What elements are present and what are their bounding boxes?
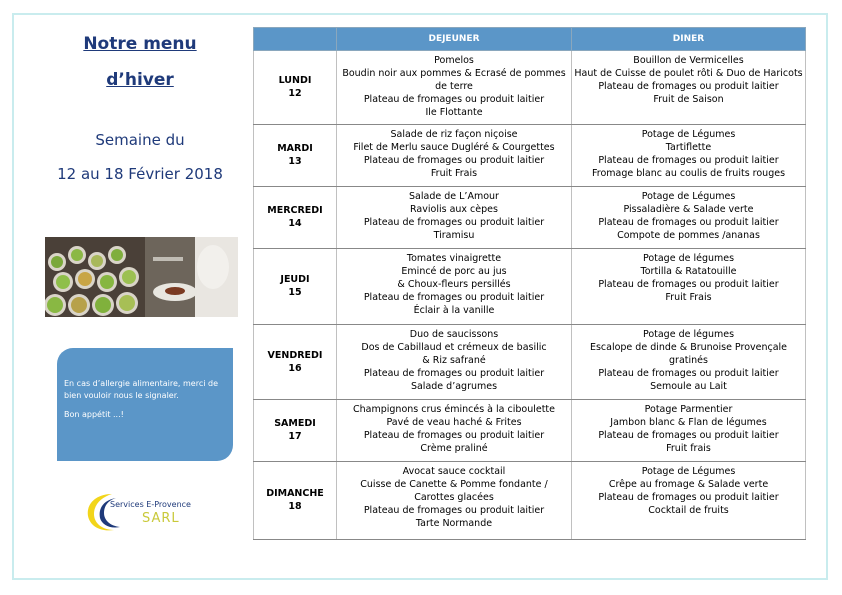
day-name: MERCREDI (267, 205, 323, 216)
week-label: Semaine du (95, 131, 185, 149)
lunch-dish: Cuisse de Canette & Pomme fondante / Carottes glacées (360, 479, 548, 503)
dinner-dish: Potage de légumes (642, 253, 735, 264)
day-name: DIMANCHE (266, 488, 324, 499)
dinner-cell (572, 187, 806, 249)
logo-sarl: SARL (142, 511, 180, 526)
day-cell (254, 187, 337, 249)
dinner-dish: Escalope de dinde & Brunoise Provençale gratinés (589, 342, 788, 366)
dinner-cell (572, 325, 806, 400)
dinner-dish: Crêpe au fromage & Salade verte (608, 479, 769, 490)
dinner-dish: Tortilla & Ratatouille (640, 266, 737, 277)
lunch-dish: Plateau de fromages ou produit laitier (363, 430, 545, 441)
dinner-dish: Pissaladière & Salade verte (623, 204, 754, 215)
header-dinner: DINER (572, 28, 806, 51)
table-row (254, 325, 806, 400)
menu-title-season: d’hiver (106, 70, 174, 90)
dinner-dish: Cocktail de fruits (648, 505, 729, 516)
dinner-dish: Fruit de Saison (653, 94, 724, 105)
lunch-dish: Plateau de fromages ou produit laitier (363, 368, 545, 379)
day-date: 13 (288, 156, 302, 167)
dinner-dish: Plateau de fromages ou produit laitier (598, 368, 779, 379)
day-cell (254, 462, 337, 540)
dinner-dish: Plateau de fromages ou produit laitier (598, 81, 779, 92)
lunch-dish: Ile Flottante (425, 107, 483, 118)
day-date: 16 (288, 362, 302, 374)
lunch-dish: Boudin noir aux pommes & Ecrasé de pommes de terre (342, 68, 566, 92)
lunch-cell (337, 462, 572, 540)
dinner-dish: Plateau de fromages ou produit laitier (598, 492, 779, 503)
dinner-dish: Potage de Légumes (641, 466, 736, 477)
weekly-menu-table (253, 27, 806, 540)
lunch-dish: Dos de Cabillaud et crémeux de basilic (361, 342, 547, 353)
lunch-dish: Pomelos (434, 55, 474, 66)
dinner-dish: Plateau de fromages ou produit laitier (598, 217, 779, 228)
table-row (254, 249, 806, 325)
lunch-dish: Salade de L’Amour (409, 191, 499, 202)
dinner-dish: Haut de Cuisse de poulet rôti & Duo de Haricots (574, 68, 803, 79)
lunch-dish: Fruit Frais (430, 168, 478, 179)
day-name: LUNDI (278, 75, 312, 86)
table-body (254, 51, 806, 540)
lunch-dish: & Choux-fleurs persillés (397, 279, 511, 290)
table-row (254, 51, 806, 125)
table-row (254, 462, 806, 540)
lunch-cell (337, 187, 572, 249)
lunch-dish: Pavé de veau haché & Frites (386, 417, 522, 428)
dinner-dish: Plateau de fromages ou produit laitier (598, 430, 779, 441)
lunch-dish: Crème praliné (420, 443, 488, 454)
lunch-dish: Salade de riz façon niçoise (390, 129, 518, 140)
lunch-dish: Plateau de fromages ou produit laitier (363, 94, 545, 105)
table-row (254, 400, 806, 462)
table-row (254, 187, 806, 249)
day-name: MARDI (277, 143, 313, 154)
lunch-dish: Duo de saucissons (409, 329, 499, 340)
lunch-cell (337, 125, 572, 187)
dinner-dish: Tartiflette (665, 142, 712, 153)
dinner-cell (572, 462, 806, 540)
menu-title: Notre menu (83, 34, 197, 54)
greeting-text: Bon appétit ...! (64, 410, 124, 419)
day-date: 15 (288, 287, 302, 298)
lunch-dish: Plateau de fromages ou produit laitier (363, 292, 545, 303)
dinner-dish: Bouillon de Vermicelles (633, 55, 744, 66)
lunch-dish: Filet de Merlu sauce Dugléré & Courgettes (353, 142, 555, 153)
company-logo (84, 490, 204, 534)
lunch-dish: Raviolis aux cèpes (410, 204, 498, 215)
lunch-cell (337, 51, 572, 125)
day-date: 17 (288, 431, 302, 442)
header-lunch: DEJEUNER (337, 28, 572, 51)
allergy-text: En cas d’allergie alimentaire, merci de bien vouloir nous le signaler. (64, 379, 218, 400)
dinner-dish: Fruit Frais (665, 292, 712, 303)
dinner-dish: Jambon blanc & Flan de légumes (610, 417, 767, 428)
lunch-dish: Plateau de fromages ou produit laitier (363, 155, 545, 166)
day-name: SAMEDI (274, 418, 316, 429)
lunch-cell (337, 249, 572, 325)
dinner-dish: Potage de Légumes (641, 191, 736, 202)
lunch-dish: Plateau de fromages ou produit laitier (363, 217, 545, 228)
day-cell (254, 51, 337, 125)
day-cell (254, 249, 337, 325)
dinner-dish: Potage de Légumes (641, 129, 736, 140)
dinner-dish: Plateau de fromages ou produit laitier (598, 155, 779, 166)
day-name: JEUDI (280, 274, 310, 285)
lunch-cell (337, 400, 572, 462)
lunch-cell (337, 325, 572, 400)
lunch-dish: Plateau de fromages ou produit laitier (363, 505, 545, 516)
table-row (254, 125, 806, 187)
dinner-dish: Potage de légumes (642, 329, 735, 340)
dinner-dish: Fruit frais (666, 443, 711, 454)
lunch-dish: Avocat sauce cocktail (402, 466, 506, 477)
day-cell (254, 125, 337, 187)
day-name: VENDREDI (267, 349, 323, 361)
day-date: 12 (288, 88, 302, 99)
table-header-row (254, 28, 806, 51)
day-date: 14 (288, 218, 302, 229)
dinner-cell (572, 51, 806, 125)
day-cell (254, 400, 337, 462)
crescent-logo-icon (84, 490, 124, 534)
day-cell (254, 325, 337, 400)
lunch-dish: Éclair à la vanille (413, 305, 495, 316)
dinner-cell (572, 400, 806, 462)
day-date: 18 (288, 501, 302, 512)
dinner-cell (572, 125, 806, 187)
dinner-dish: Plateau de fromages ou produit laitier (598, 279, 779, 290)
lunch-dish: Tarte Normande (415, 518, 493, 529)
dinner-cell (572, 249, 806, 325)
allergy-notice (57, 348, 233, 461)
dinner-dish: Fromage blanc au coulis de fruits rouges (591, 168, 786, 179)
dinner-dish: Potage Parmentier (644, 404, 733, 415)
kitchen-photo (45, 237, 238, 317)
dinner-dish: Semoule au Lait (650, 381, 727, 392)
lunch-dish: Champignons crus émincés à la ciboulette (353, 404, 555, 415)
dinner-dish: Compote de pommes /ananas (617, 230, 760, 241)
lunch-dish: Salade d’agrumes (410, 381, 498, 392)
lunch-dish: Tiramisu (433, 230, 475, 241)
lunch-dish: & Riz safrané (422, 355, 486, 366)
header-day (254, 28, 337, 51)
logo-company-name: Services E-Provence (110, 500, 191, 509)
week-dates: 12 au 18 Février 2018 (57, 165, 223, 183)
lunch-dish: Tomates vinaigrette (406, 253, 502, 264)
lunch-dish: Emincé de porc au jus (401, 266, 507, 277)
